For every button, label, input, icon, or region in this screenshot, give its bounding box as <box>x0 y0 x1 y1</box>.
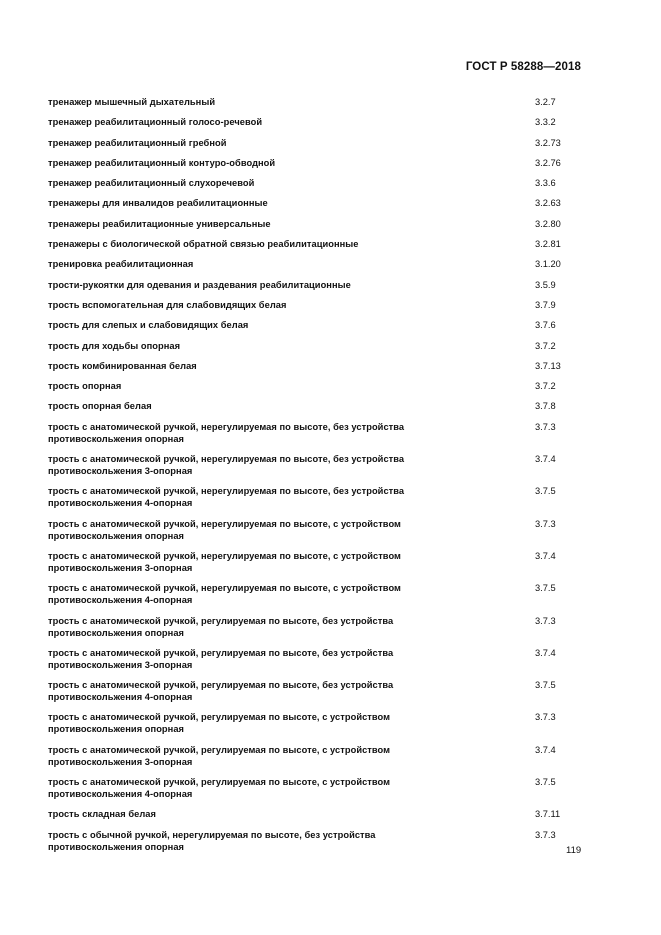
index-entry <box>48 238 588 250</box>
index-term: трость с анатомической ручкой, нерегулируемая по высоте, с устройством противоскольжения 4-опорная <box>48 583 401 606</box>
index-reference: 3.2.73 <box>535 137 561 148</box>
index-reference: 3.7.11 <box>535 809 561 820</box>
index-entry <box>48 96 588 108</box>
index-term: трость с обычной ручкой, нерегулируемая по высоте, без устройства противоскольжения опорная <box>48 829 376 852</box>
index-reference: 3.7.5 <box>535 486 556 497</box>
index-term: трость с анатомической ручкой, нерегулируемая по высоте, без устройства противоскольжения 3-опорная <box>48 454 405 477</box>
index-term: трость опорная белая <box>48 401 152 412</box>
index-term: тренажер реабилитационный гребной <box>48 137 227 148</box>
index-entry <box>48 679 588 703</box>
index-reference: 3.2.7 <box>535 97 556 107</box>
index-term: тренажер реабилитационный слухоречевой <box>48 178 255 189</box>
index-reference: 3.3.2 <box>535 117 556 128</box>
index-reference: 3.7.4 <box>535 744 556 755</box>
index-entry <box>48 360 588 372</box>
index-reference: 3.7.3 <box>535 829 556 840</box>
index-entry <box>48 299 588 311</box>
index-term: тренажеры для инвалидов реабилитационные <box>48 198 268 209</box>
index-term: трость для слепых и слабовидящих белая <box>48 320 249 331</box>
index-reference: 3.7.5 <box>535 680 556 691</box>
index-term: трость с анатомической ручкой, нерегулируемая по высоте, с устройством противоскольжения 3-опорная <box>48 550 401 573</box>
index-entry <box>48 279 588 291</box>
index-entry <box>48 197 588 209</box>
index-term: трость для ходьбы опорная <box>48 340 181 351</box>
index-entry <box>48 116 588 128</box>
index-reference: 3.7.6 <box>535 320 556 331</box>
index-term: трость с анатомической ручкой, регулируемая по высоте, с устройством противоскольжения опорная <box>48 712 391 735</box>
index-term: трость с анатомической ручкой, нерегулируемая по высоте, с устройством противоскольжения опорная <box>48 518 401 541</box>
index-entry <box>48 829 588 853</box>
index-entry <box>48 400 588 412</box>
index-term: тренажер мышечный дыхательный <box>48 97 216 107</box>
index-term: трость с анатомической ручкой, регулируемая по высоте, с устройством противоскольжения 3-опорная <box>48 744 391 767</box>
index-reference: 3.7.4 <box>535 550 556 561</box>
index-entry <box>48 550 588 574</box>
index-reference: 3.5.9 <box>535 279 556 290</box>
index-entry <box>48 808 588 820</box>
index-reference: 3.2.76 <box>535 157 561 168</box>
index-entry <box>48 380 588 392</box>
index-entry <box>48 615 588 639</box>
index-reference: 3.7.2 <box>535 381 556 392</box>
index-entry <box>48 453 588 477</box>
index-reference: 3.7.9 <box>535 299 556 310</box>
index-entry <box>48 582 588 606</box>
index-entry <box>48 319 588 331</box>
index-entry <box>48 218 588 230</box>
index-entry <box>48 647 588 671</box>
index-entry <box>48 258 588 270</box>
index-reference: 3.7.5 <box>535 583 556 594</box>
index-term: тренажер реабилитационный голосо-речевой <box>48 117 263 128</box>
index-reference: 3.3.6 <box>535 178 556 189</box>
index-entry <box>48 157 588 169</box>
index-reference: 3.2.80 <box>535 218 561 229</box>
index-reference: 3.2.81 <box>535 239 561 250</box>
index-reference: 3.7.3 <box>535 615 556 626</box>
index-term: трости-рукоятки для одевания и раздевания реабилитационные <box>48 279 351 290</box>
index-reference: 3.7.4 <box>535 454 556 465</box>
index-reference: 3.1.20 <box>535 259 561 270</box>
index-entry <box>48 177 588 189</box>
index-entry <box>48 421 588 445</box>
index-term: трость с анатомической ручкой, регулируемая по высоте, без устройства противоскольжения 3-опорная <box>48 647 394 670</box>
index-entry <box>48 518 588 542</box>
index-entry <box>48 776 588 800</box>
index-term: тренажеры реабилитационные универсальные <box>48 218 271 229</box>
index-reference: 3.2.63 <box>535 198 561 209</box>
index-reference: 3.7.4 <box>535 647 556 658</box>
index-reference: 3.7.5 <box>535 777 556 788</box>
alphabetical-index <box>48 96 588 861</box>
index-reference: 3.7.3 <box>535 421 556 432</box>
page-number: 119 <box>566 845 582 856</box>
index-reference: 3.7.2 <box>535 340 556 351</box>
index-entry <box>48 137 588 149</box>
index-term: трость с анатомической ручкой, регулируемая по высоте, с устройством противоскольжения 4-опорная <box>48 777 391 800</box>
document-header: ГОСТ Р 58288—2018 <box>465 61 581 73</box>
index-term: трость складная белая <box>48 809 156 820</box>
index-entry <box>48 340 588 352</box>
index-term: тренировка реабилитационная <box>48 259 194 270</box>
index-reference: 3.7.3 <box>535 518 556 529</box>
index-reference: 3.7.8 <box>535 401 556 412</box>
index-term: трость опорная <box>48 381 122 392</box>
index-term: трость с анатомической ручкой, нерегулируемая по высоте, без устройства противоскольжения 4-опорная <box>48 486 405 509</box>
index-term: тренажеры с биологической обратной связью реабилитационные <box>48 239 359 250</box>
index-entry <box>48 744 588 768</box>
index-term: трость с анатомической ручкой, регулируемая по высоте, без устройства противоскольжения 4-опорная <box>48 680 394 703</box>
index-term: тренажер реабилитационный контуро-обводной <box>48 157 276 168</box>
index-reference: 3.7.13 <box>535 360 561 371</box>
index-term: трость с анатомической ручкой, нерегулируемая по высоте, без устройства противоскольжения опорная <box>48 421 405 444</box>
index-reference: 3.7.3 <box>535 712 556 723</box>
index-term: трость вспомогательная для слабовидящих белая <box>48 299 287 310</box>
index-entry <box>48 711 588 735</box>
index-entry <box>48 485 588 509</box>
index-term: трость с анатомической ручкой, регулируемая по высоте, без устройства противоскольжения опорная <box>48 615 394 638</box>
index-term: трость комбинированная белая <box>48 360 197 371</box>
